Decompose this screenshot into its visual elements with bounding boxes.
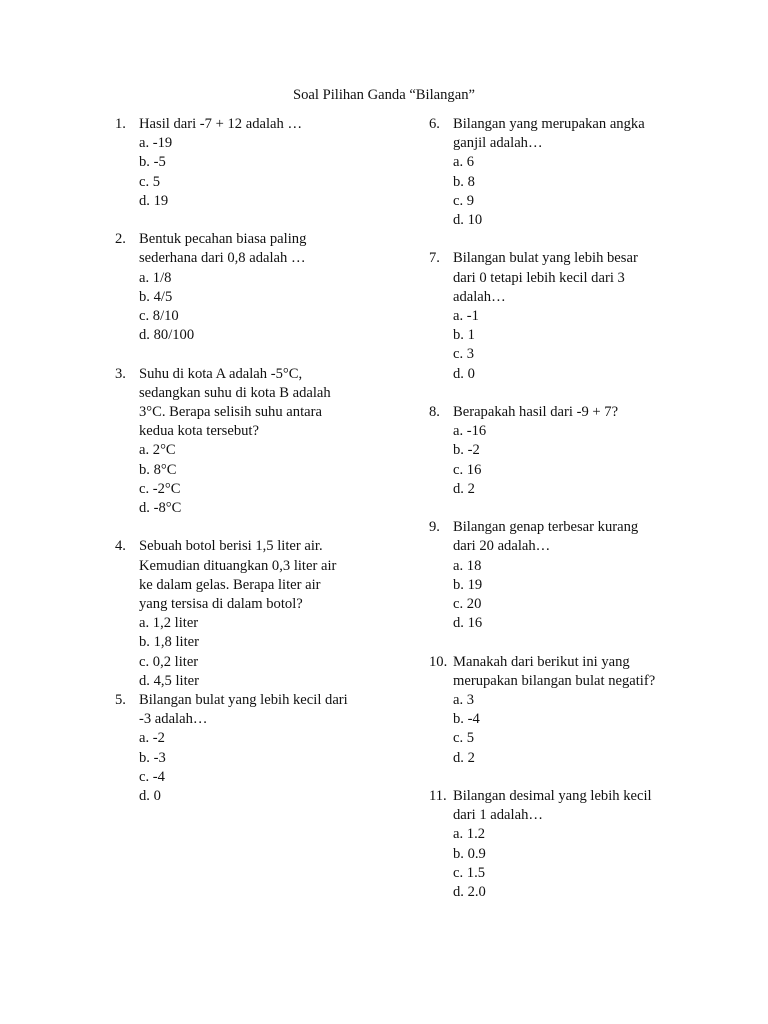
question-text-line: sedangkan suhu di kota B adalah — [139, 384, 331, 401]
answer-option: a. -2 — [139, 730, 165, 747]
question-number: 7. — [429, 250, 440, 267]
question-text-line: ke dalam gelas. Berapa liter air — [139, 576, 321, 593]
question-item — [429, 403, 699, 499]
answer-option: a. 18 — [453, 557, 482, 574]
question-text-line: Sebuah botol berisi 1,5 liter air. — [139, 538, 323, 555]
question-item — [115, 537, 375, 691]
answer-option: a. 3 — [453, 692, 475, 709]
answer-option: c. -2°C — [139, 480, 181, 497]
document-title: Soal Pilihan Ganda “Bilangan” — [293, 87, 475, 103]
answer-option: b. -3 — [139, 749, 166, 766]
question-text-line: Bilangan bulat yang lebih besar — [453, 250, 638, 267]
answer-option: b. -4 — [453, 711, 480, 728]
question-item — [429, 518, 699, 633]
question-text-line: dari 1 adalah… — [453, 807, 543, 824]
question-item — [429, 653, 699, 768]
question-item — [429, 249, 699, 383]
answer-option: b. 1 — [453, 327, 475, 344]
answer-option: c. 20 — [453, 596, 482, 613]
answer-option: b. 1,8 liter — [139, 634, 199, 651]
question-number: 9. — [429, 519, 440, 536]
question-item — [115, 691, 375, 806]
answer-option: a. 1.2 — [453, 826, 486, 843]
answer-option: c. 0,2 liter — [139, 653, 199, 670]
question-item — [115, 365, 375, 519]
question-text-line: Bilangan genap terbesar kurang — [453, 519, 639, 536]
question-number: 4. — [115, 538, 126, 555]
answer-option: c. 3 — [453, 346, 475, 363]
answer-option: b. 19 — [453, 576, 483, 593]
question-number: 11. — [429, 788, 447, 805]
question-text-line: sederhana dari 0,8 adalah … — [139, 250, 306, 267]
answer-option: d. -8°C — [139, 500, 182, 517]
question-text-line: Manakah dari berikut ini yang — [453, 653, 630, 670]
question-number: 2. — [115, 231, 126, 248]
question-text-line: kedua kota tersebut? — [139, 423, 259, 440]
answer-option: b. 8°C — [139, 461, 177, 478]
question-item — [429, 115, 699, 230]
question-text-line: Hasil dari -7 + 12 adalah … — [139, 116, 303, 132]
answer-option: b. 8 — [453, 173, 475, 190]
question-text-line: Kemudian dituangkan 0,3 liter air — [139, 557, 337, 574]
question-number: 10. — [429, 653, 448, 670]
question-text-line: -3 adalah… — [139, 711, 208, 728]
answer-option: d. 2 — [453, 480, 475, 497]
left-column — [115, 115, 375, 806]
question-text-line: Berapakah hasil dari -9 + 7? — [453, 404, 619, 421]
answer-option: d. 4,5 liter — [139, 672, 199, 689]
answer-option: c. 9 — [453, 192, 475, 209]
answer-option: c. 1.5 — [453, 864, 486, 881]
question-text-line: Bilangan bulat yang lebih kecil dari — [139, 692, 348, 709]
answer-option: d. 0 — [139, 788, 161, 805]
question-number: 5. — [115, 692, 126, 709]
answer-option: b. 4/5 — [139, 288, 173, 305]
answer-option: b. -2 — [453, 442, 480, 459]
answer-option: d. 2.0 — [453, 884, 486, 901]
answer-option: a. 2°C — [139, 442, 176, 459]
answer-option: c. 5 — [139, 173, 161, 190]
answer-option: d. 80/100 — [139, 327, 195, 344]
question-number: 8. — [429, 404, 440, 421]
answer-option: a. 1/8 — [139, 269, 172, 286]
question-number: 3. — [115, 365, 126, 382]
answer-option: c. -4 — [139, 768, 165, 785]
answer-option: c. 5 — [453, 730, 475, 747]
question-text-line: 3°C. Berapa selisih suhu antara — [139, 404, 322, 421]
question-text-line: Bilangan yang merupakan angka — [453, 116, 645, 132]
answer-option: d. 2 — [453, 749, 475, 766]
question-item — [115, 115, 375, 211]
question-text-line: dari 20 adalah… — [453, 538, 551, 555]
question-text-line: Bilangan desimal yang lebih kecil — [453, 788, 652, 805]
question-text-line: yang tersisa di dalam botol? — [139, 596, 303, 613]
question-text-line: dari 0 tetapi lebih kecil dari 3 — [453, 269, 625, 286]
question-text-line: Suhu di kota A adalah -5°C, — [139, 365, 303, 382]
question-item — [115, 230, 375, 345]
answer-option: a. 1,2 liter — [139, 615, 199, 632]
question-text-line: adalah… — [453, 288, 506, 305]
answer-option: a. -19 — [139, 135, 173, 152]
question-text-line: ganjil adalah… — [453, 135, 543, 152]
answer-option: a. -16 — [453, 423, 487, 440]
question-text-line: Bentuk pecahan biasa paling — [139, 231, 307, 248]
question-text-line: merupakan bilangan bulat negatif? — [453, 672, 656, 689]
right-column — [429, 115, 699, 902]
question-number: 6. — [429, 116, 440, 132]
answer-option: b. 0.9 — [453, 845, 486, 862]
answer-option: b. -5 — [139, 154, 166, 171]
question-item — [429, 787, 699, 902]
question-number: 1. — [115, 116, 126, 132]
answer-option: a. 6 — [453, 154, 475, 171]
answer-option: d. 10 — [453, 212, 483, 229]
answer-option: a. -1 — [453, 308, 479, 325]
answer-option: d. 16 — [453, 615, 483, 632]
answer-option: c. 16 — [453, 461, 482, 478]
answer-option: c. 8/10 — [139, 308, 179, 325]
answer-option: d. 0 — [453, 365, 475, 382]
answer-option: d. 19 — [139, 192, 169, 209]
